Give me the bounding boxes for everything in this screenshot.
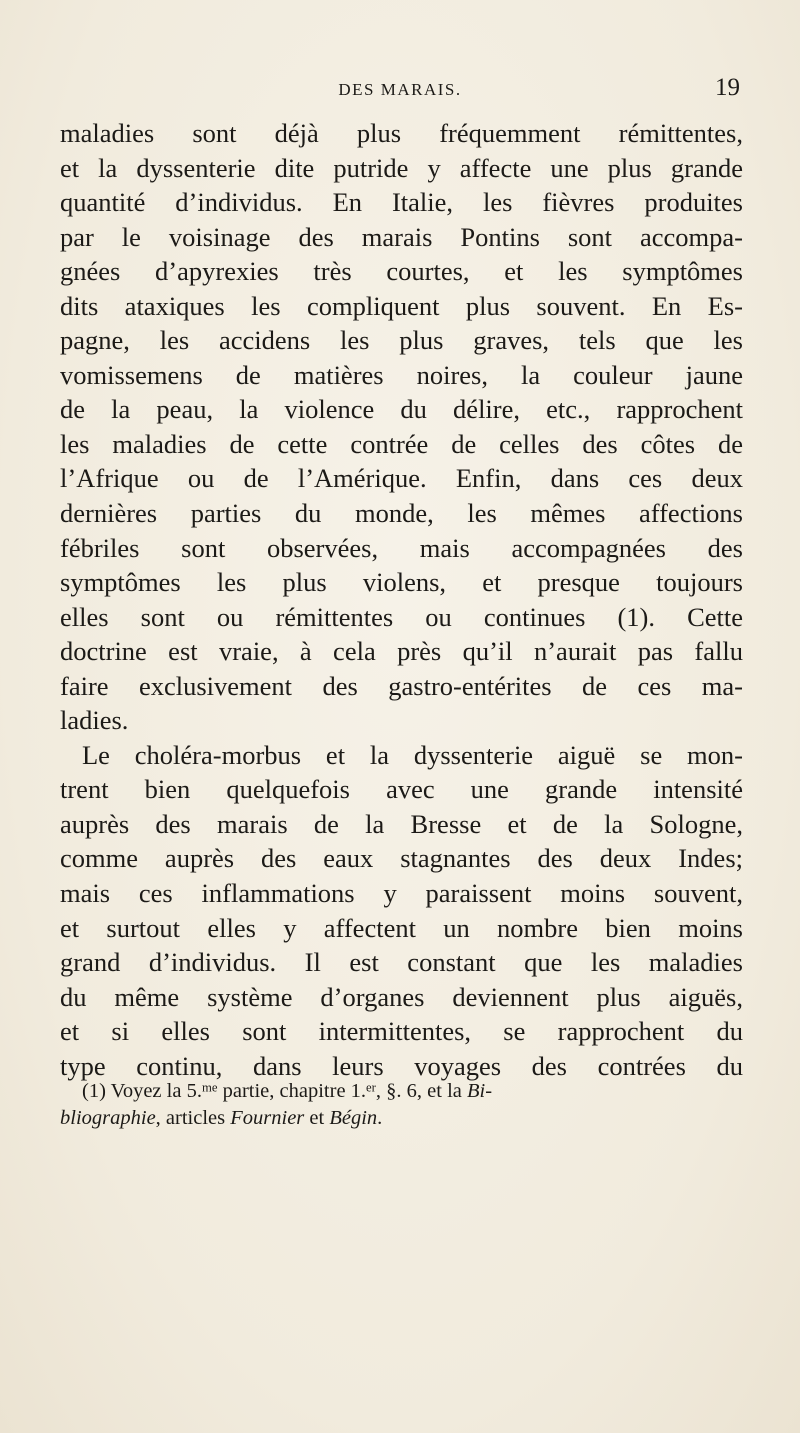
text-line: comme auprès des eaux stagnantes des deux Indes; — [60, 843, 743, 874]
text-line: auprès des marais de la Bresse et de la Sologne, — [60, 808, 743, 839]
footnote-italic: Fournier — [230, 1107, 305, 1129]
footnote-text: partie, chapitre 1. — [217, 1080, 367, 1102]
text-line: doctrine est vraie, à cela près qu’il n’aurait pas fallu — [60, 636, 743, 667]
text-line: par le voisinage des marais Pontins sont accompa- — [60, 221, 743, 252]
paragraph-end-line: ladies. — [60, 705, 129, 736]
footnote-text: , articles — [155, 1107, 231, 1129]
text-line: l’Afrique ou de l’Amérique. Enfin, dans ces deux — [60, 463, 743, 494]
running-title: DES MARAIS. — [338, 80, 462, 99]
body-text — [60, 116, 743, 1083]
text-line: quantité d’individus. En Italie, les fièvres produites — [60, 187, 743, 218]
text-line: et surtout elles y affectent un nombre bien moins — [60, 912, 743, 943]
running-head — [60, 74, 740, 110]
text-line: de la peau, la violence du délire, etc., rapprochent — [60, 394, 743, 425]
footnote-italic: bliographie — [60, 1107, 156, 1129]
paragraph-start-line: Le choléra-morbus et la dyssenterie aiguë se mon- — [82, 739, 743, 770]
footnote-text: Voyez la 5. — [110, 1080, 202, 1102]
text-line: grand d’individus. Il est constant que les maladies — [60, 947, 743, 978]
text-line: pagne, les accidens les plus graves, tels que les — [60, 325, 743, 356]
text-line: dernières parties du monde, les mêmes affections — [60, 498, 743, 529]
text-line: et si elles sont intermittentes, se rapprochent du — [60, 1016, 743, 1047]
text-line: type continu, dans leurs voyages des contrées du — [60, 1050, 743, 1081]
footnote-marker: (1) — [82, 1080, 106, 1102]
text-line: trent bien quelquefois avec une grande intensité — [60, 774, 743, 805]
text-line: symptômes les plus violens, et presque toujours — [60, 567, 743, 598]
footnote-superscript: er — [366, 1080, 376, 1095]
footnote — [60, 1078, 743, 1132]
footnote-superscript: me — [201, 1080, 218, 1095]
footnote-text: , §. 6, et la — [375, 1080, 468, 1102]
text-line: et la dyssenterie dite putride y affecte une plus grande — [60, 152, 743, 183]
text-line: dits ataxiques les compliquent plus souvent. En Es- — [60, 290, 743, 321]
text-line: maladies sont déjà plus fréquemment rémittentes, — [60, 118, 743, 148]
text-line: elles sont ou rémittentes ou continues (1). Cette — [60, 601, 743, 632]
footnote-text: et — [304, 1107, 330, 1129]
footnote-italic: Bi- — [467, 1080, 493, 1102]
text-line: fébriles sont observées, mais accompagnées des — [60, 532, 743, 563]
footnote-italic: Bégin — [329, 1107, 378, 1129]
text-line: vomissemens de matières noires, la couleur jaune — [60, 359, 743, 390]
text-line: les maladies de cette contrée de celles des côtes de — [60, 428, 743, 459]
page-number: 19 — [715, 74, 740, 101]
text-line: mais ces inflammations y paraissent moins souvent, — [60, 878, 743, 909]
footnote-line — [60, 1078, 743, 1105]
footnote-line — [60, 1105, 743, 1132]
text-line: faire exclusivement des gastro-entérites de ces ma- — [60, 670, 743, 701]
footnote-text: . — [377, 1107, 383, 1129]
text-line: du même système d’organes deviennent plus aiguës, — [60, 981, 743, 1012]
text-line: gnées d’apyrexies très courtes, et les symptômes — [60, 256, 743, 287]
